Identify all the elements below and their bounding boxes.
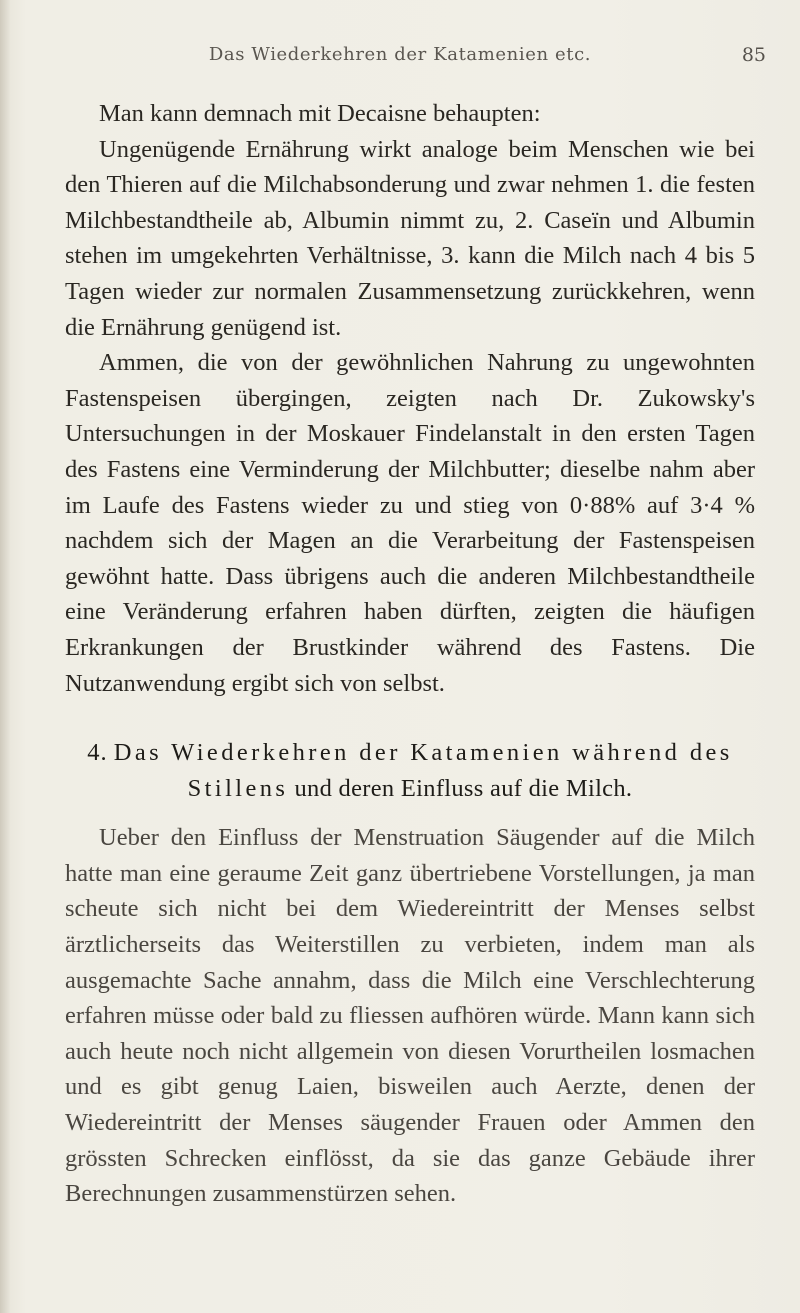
page-header (0, 44, 800, 74)
running-title: Das Wiederkehren der Katamenien etc. (208, 44, 592, 65)
section-title-spaced: Das Wiederkehren der Katamenien während des Stillens (113, 739, 733, 802)
section-heading (65, 735, 755, 806)
paragraph-fasting: Ammen, die von der gewöhnlichen Nahrung zu ungewohnten Fastenspeisen übergingen, zeigten nach Dr. Zukowsky's Untersuchungen in der Moskauer Findelanstalt in den ersten Tagen des Fastens eine Verminderung der Milchbutter; dieselbe nahm aber im Laufe des Fastens wieder zu und stieg von 0·88% auf 3·4 % nachdem sich der Magen an die Verarbeitung der Fastenspeisen gewöhnt hatte. Dass übrigens auch die anderen Milchbestandtheile eine Veränderung erfahren haben dürften, zeigten die häufigen Erkrankungen der Brustkinder während des Fastens. Die Nutzanwendung ergibt sich von selbst. (65, 349, 755, 697)
page-number: 85 (741, 44, 766, 66)
section-title-rest: und deren Einfluss auf die Milch. (294, 774, 633, 802)
paragraph-nutrition: Ungenügende Ernährung wirkt analoge beim Menschen wie bei den Thieren auf die Milchabsonderung und zwar nehmen 1. die festen Milchbestandtheile ab, Albumin nimmt zu, 2. Caseïn und Albumin stehen im umgekehrten Verhältnisse, 3. kann die Milch nach 4 bis 5 Tagen wieder zur normalen Zusammensetzung zurückkehren, wenn die Ernährung genügend ist. (65, 135, 755, 341)
section-number: 4. (87, 739, 108, 767)
body-text (65, 96, 755, 1212)
paragraph-menstruation: Ueber den Einfluss der Menstruation Säugender auf die Milch hatte man eine geraume Zeit ganz übertriebene Vorstellungen, ja man scheute sich nicht bei dem Wiedereintritt der Menses selbst ärztlicherseits das Weiterstillen zu verbieten, indem man als ausgemachte Sache annahm, dass die Milch eine Verschlechterung erfahren müsse oder bald zu fliessen aufhören würde. Mann kann sich auch heute noch nicht allgemein von diesen Vorurtheilen losmachen und es gibt genug Laien, bisweilen auch Aerzte, denen der Wiedereintritt der Menses säugender Frauen oder Ammen den grössten Schrecken einflösst, da sie das ganze Gebäude ihrer Berechnungen zusammenstürzen sehen. (65, 824, 755, 1208)
paragraph-intro: Man kann demnach mit Decaisne behaupten: (99, 100, 541, 127)
page-gutter-shadow (0, 0, 10, 1313)
